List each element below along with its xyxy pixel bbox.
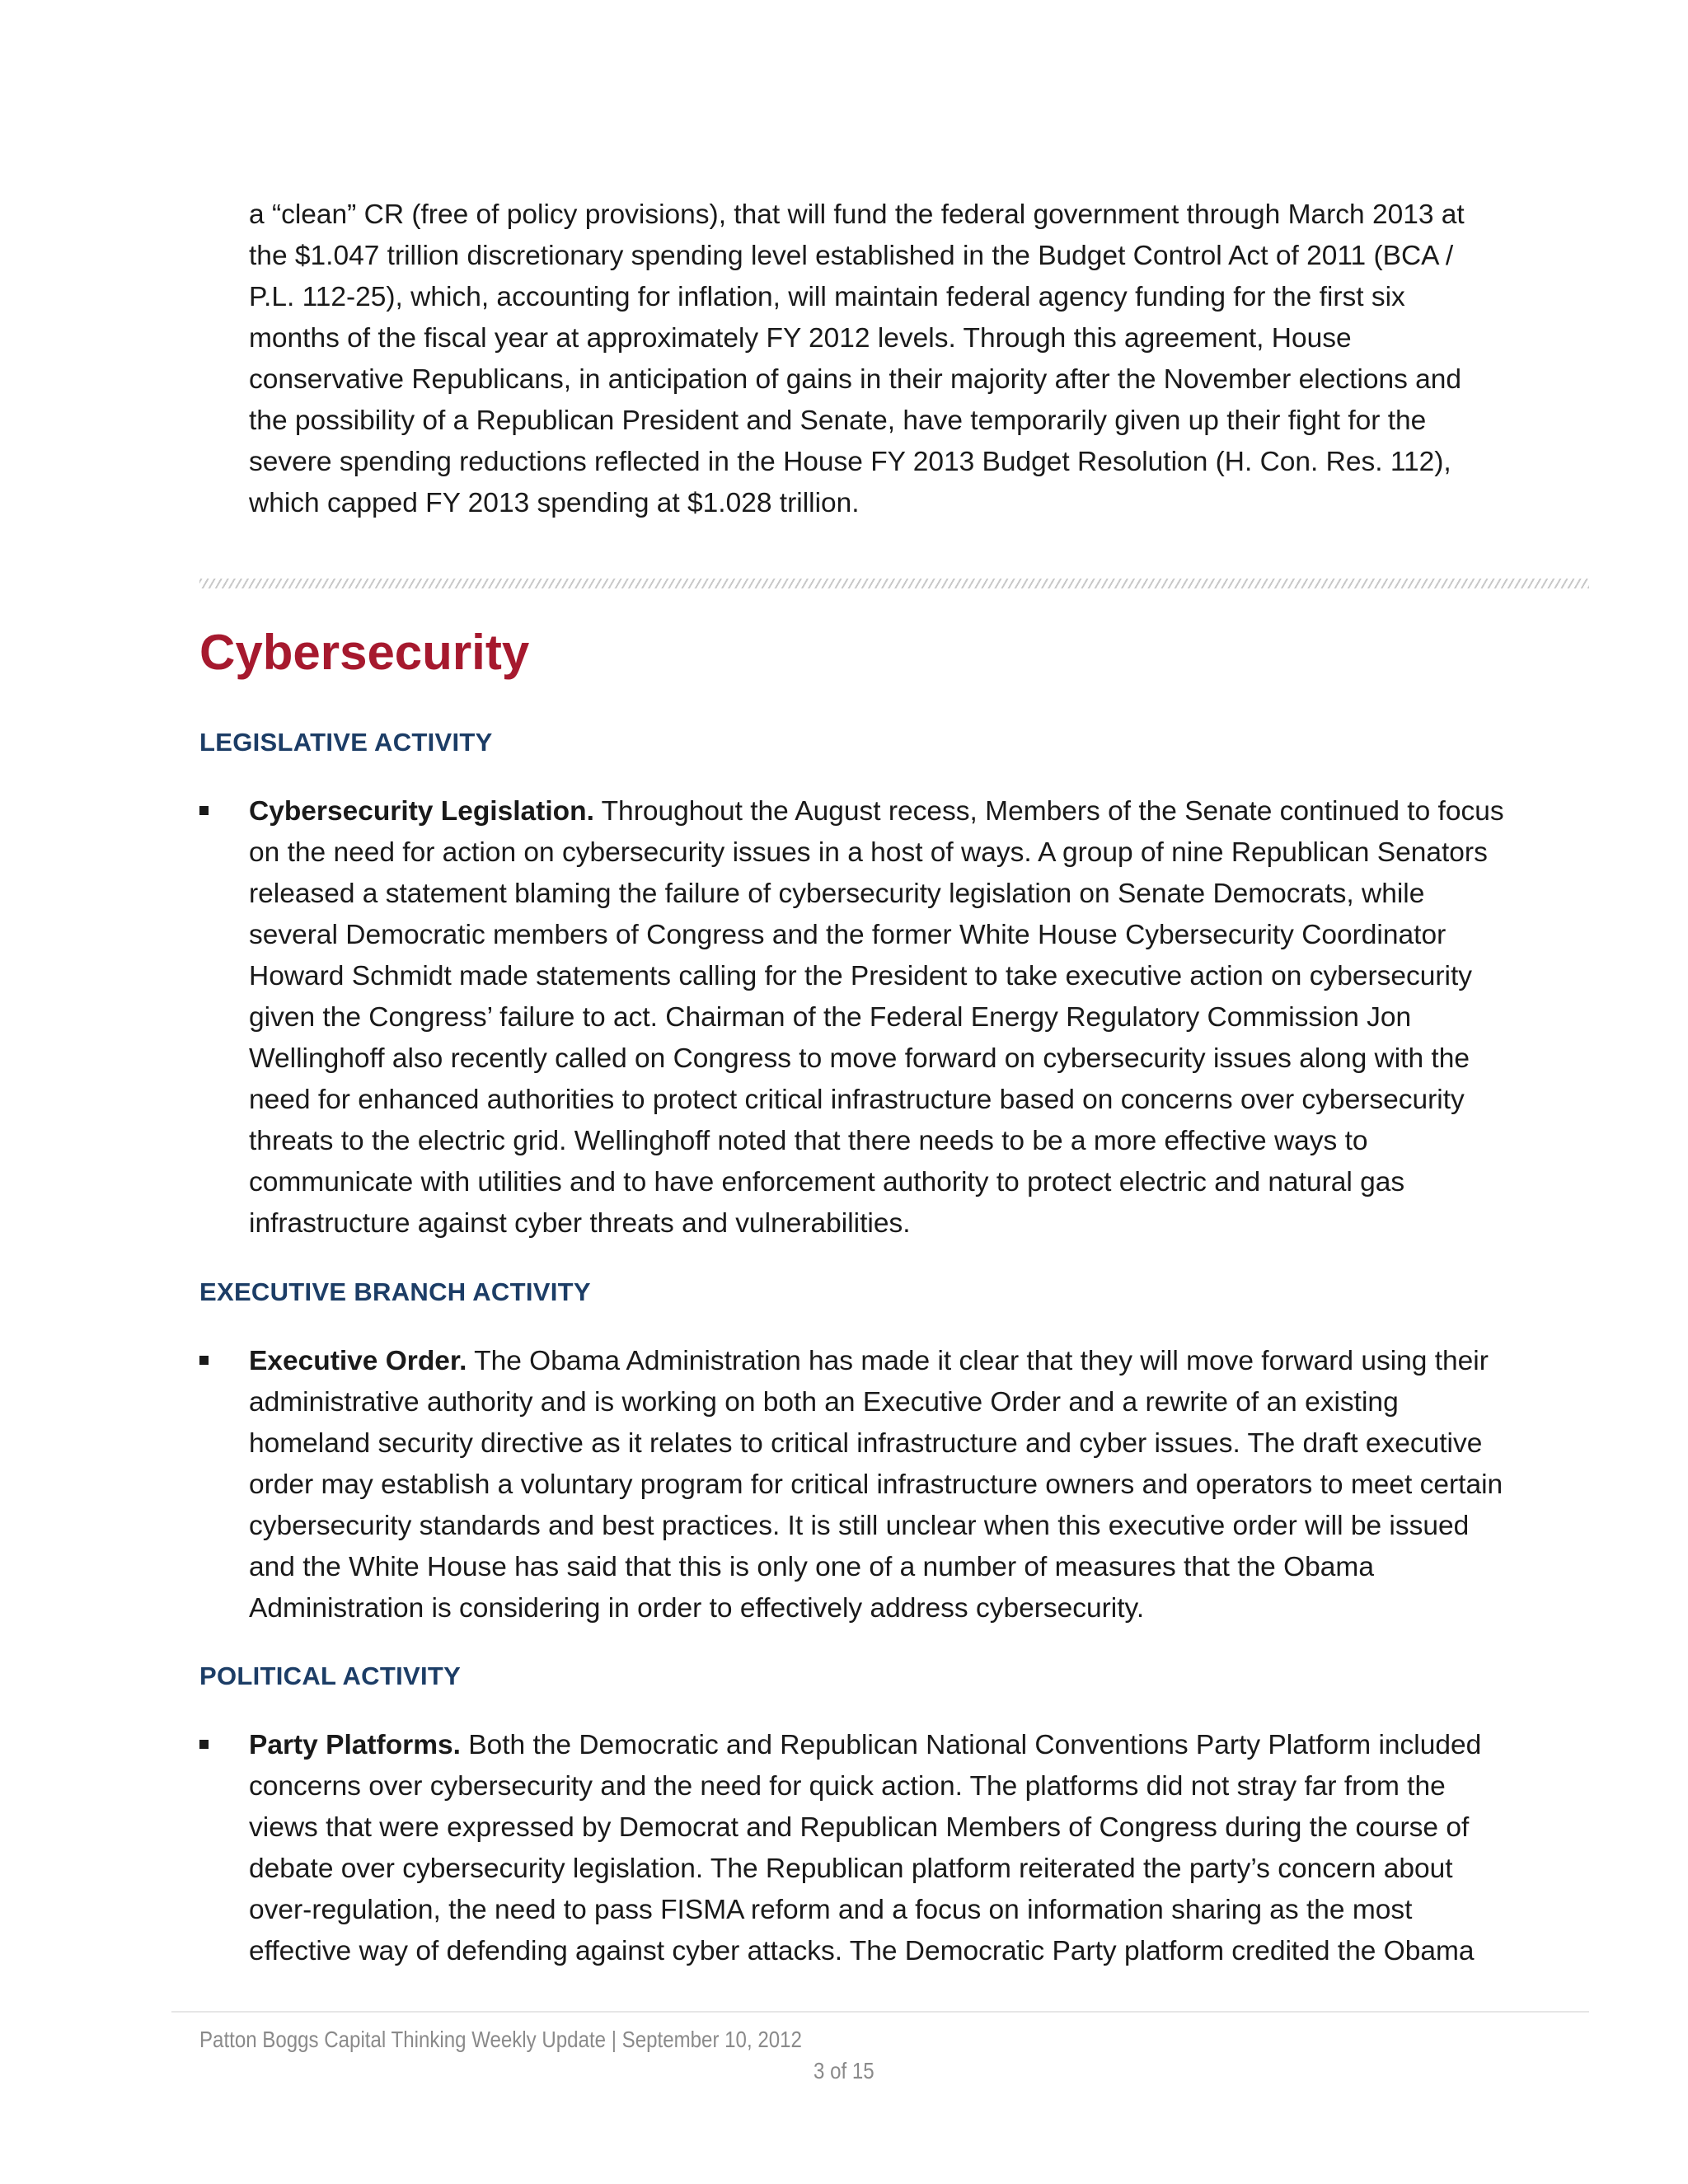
bullet-body: Throughout the August recess, Members of the Senate continued to focus on the need for action on cybersecurity issues in a host of ways. A group of nine Republican Senators released a statement blaming the failure of cybersecurity legislation on Senate Democrats, while several Democratic members of Congress and the former White House Cybersecurity Coordinator Howard Schmidt made statements calling for the President to take executive action on cybersecurity given the Congress’ failure to act. Chairman of the Federal Energy Regulatory Commission Jon Wellinghoff also recently called on Congress to move forward on cybersecurity issues along with the need for enhanced authorities to protect critical infrastructure based on concerns over cybersecurity threats to the electric grid. Wellinghoff noted that there needs to be a more effective ways to communicate with utilities and to have enforcement authority to protect electric and natural gas infrastructure against cyber threats and vulnerabilities.: [249, 796, 1504, 1239]
bullet-paragraph: [249, 1341, 1518, 1629]
bullet-title: Executive Order.: [249, 1346, 467, 1376]
bullet-title: Cybersecurity Legislation.: [249, 796, 594, 827]
section-title: Cybersecurity: [199, 625, 530, 680]
section-divider: [199, 579, 1589, 588]
bullet-body: Both the Democratic and Republican National Conventions Party Platform included concerns over cybersecurity and the need for quick action. The platforms did not stray far from the views that were expressed by Democrat and Republican Members of Congress during the course of debate over cybersecurity legislation. The Republican platform reiterated the party’s concern about over-regulation, the need to pass FISMA reform and a focus on information sharing as the most effective way of defending against cyber attacks. The Democratic Party platform credited the Obama: [249, 1730, 1482, 1966]
footer-publication: Patton Boggs Capital Thinking Weekly Update | September 10, 2012: [199, 2027, 802, 2052]
bullet-square-icon: [199, 1740, 209, 1749]
subhead-legislative-activity: LEGISLATIVE ACTIVITY: [199, 728, 493, 757]
page-number-text: 3 of 15: [814, 2058, 874, 2083]
bullet-title: Party Platforms.: [249, 1730, 461, 1760]
bullet-paragraph: [249, 1725, 1518, 1972]
intro-paragraph: a “clean” CR (free of policy provisions), that will fund the federal government through March 2013 at the $1.047 trillion discretionary spending level established in the Budget Control Act of 2011 (BCA / P.L. 112-25), which, accounting for inflation, will maintain federal agency funding for the first six months of the fiscal year at approximately FY 2012 levels. Through this agreement, House conservative Republicans, in anticipation of gains in their majority after the November elections and the possibility of a Republican President and Senate, have temporarily given up their fight for the severe spending reductions reflected in the House FY 2013 Budget Resolution (H. Con. Res. 112), which capped FY 2013 spending at $1.028 trillion.: [249, 199, 1465, 518]
bullet-paragraph: [249, 791, 1518, 1244]
bullet-body: The Obama Administration has made it clear that they will move forward using their administrative authority and is working on both an Executive Order and a rewrite of an existing homeland security directive as it relates to critical infrastructure and cyber issues. The draft executive order may establish a voluntary program for critical infrastructure owners and operators to meet certain cybersecurity standards and best practices. It is still unclear when this executive order will be issued and the White House has said that this is only one of a number of measures that the Obama Administration is considering in order to effectively address cybersecurity.: [249, 1346, 1503, 1624]
page-number: [0, 2057, 1688, 2085]
subhead-executive-branch-activity: EXECUTIVE BRANCH ACTIVITY: [199, 1277, 591, 1306]
footer-divider: [171, 2011, 1589, 2013]
subhead-political-activity: POLITICAL ACTIVITY: [199, 1661, 462, 1690]
bullet-square-icon: [199, 1356, 209, 1365]
bullet-square-icon: [199, 806, 209, 815]
